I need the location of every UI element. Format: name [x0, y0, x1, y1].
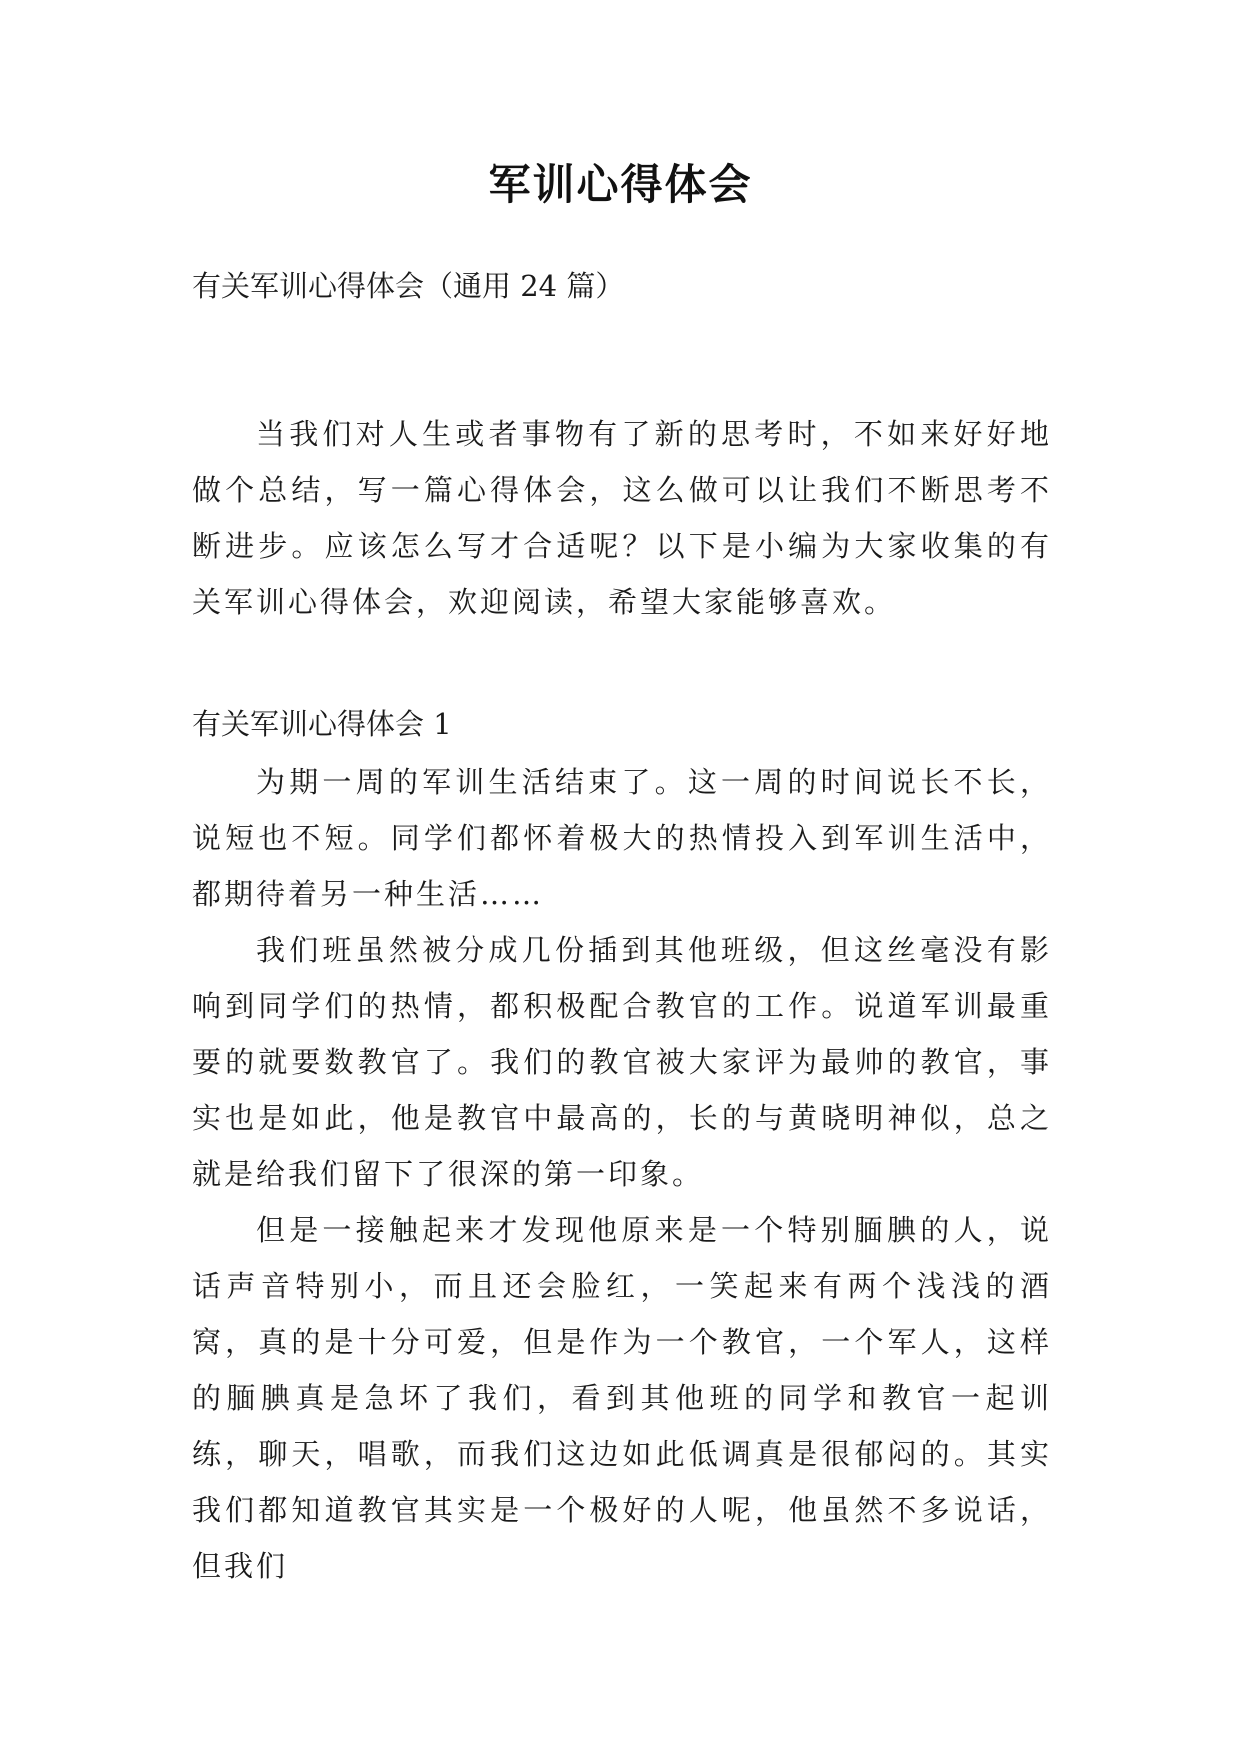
intro-block — [192, 406, 1052, 630]
document-subtitle: 有关军训心得体会（通用 24 篇） — [192, 269, 625, 303]
document-title: 军训心得体会 — [488, 160, 753, 209]
section-heading: 有关军训心得体会 1 — [192, 707, 452, 741]
body-text — [192, 754, 1052, 1594]
body-paragraph: 为期一周的军训生活结束了。这一周的时间说长不长，说短也不短。同学们都怀着极大的热情投入到军训生活中，都期待着另一种生活…… — [192, 765, 1052, 911]
body-paragraph: 但是一接触起来才发现他原来是一个特别腼腆的人，说话声音特别小，而且还会脸红，一笑起来有两个浅浅的酒窝，真的是十分可爱，但是作为一个教官，一个军人，这样的腼腆真是急坏了我们，看到其他班的同学和教官一起训练，聊天，唱歌，而我们这边如此低调真是很郁闷的。其实我们都知道教官其实是一个极好的人呢，他虽然不多说话，但我们 — [192, 1213, 1052, 1583]
body-paragraph: 我们班虽然被分成几份插到其他班级，但这丝毫没有影响到同学们的热情，都积极配合教官的工作。说道军训最重要的就要数教官了。我们的教官被大家评为最帅的教官，事实也是如此，他是教官中最高的，长的与黄晓明神似，总之就是给我们留下了很深的第一印象。 — [192, 933, 1052, 1191]
intro-paragraph: 当我们对人生或者事物有了新的思考时，不如来好好地做个总结，写一篇心得体会，这么做可以让我们不断思考不断进步。应该怎么写才合适呢？以下是小编为大家收集的有关军训心得体会，欢迎阅读，希望大家能够喜欢。 — [192, 417, 1052, 619]
